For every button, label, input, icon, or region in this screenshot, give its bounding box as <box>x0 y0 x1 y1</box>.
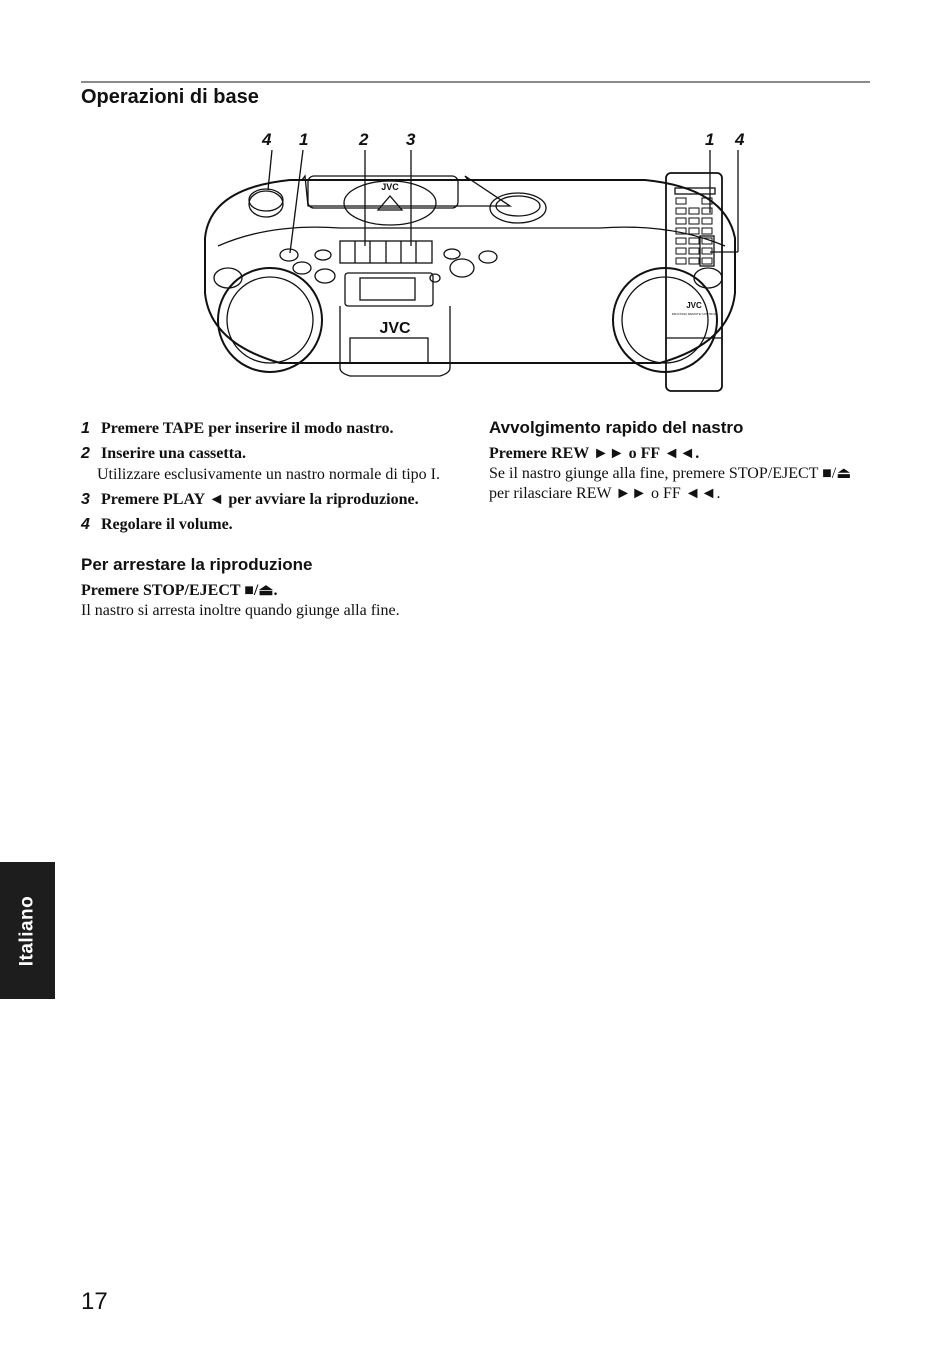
step-number: 2 <box>81 445 90 462</box>
language-tab <box>0 862 55 999</box>
step-text: Inserire una cassetta. <box>101 445 247 462</box>
fast-wind-section <box>489 418 884 504</box>
page-number: 17 <box>81 1288 108 1315</box>
stop-instruction: Premere STOP/EJECT ■/⏏. <box>81 582 278 599</box>
stop-note: Il nastro si arresta inoltre quando giunge alla fine. <box>81 602 400 619</box>
header-rule <box>81 81 870 83</box>
callout-remote-volume: 4 <box>735 130 745 149</box>
boombox-top-logo: JVC <box>381 182 399 192</box>
boombox-front-logo: JVC <box>379 320 411 337</box>
language-tab-label: Italiano <box>16 895 38 966</box>
step-item <box>81 489 481 510</box>
callout-cassette: 2 <box>359 130 369 149</box>
step-item <box>81 514 481 535</box>
remote-logo: JVC <box>686 301 702 310</box>
boombox-and-remote-illustration <box>190 128 760 398</box>
callout-play: 3 <box>406 130 416 149</box>
rewind-note-line1: Se il nastro giunge alla fine, premere STOP/EJECT ■/⏏ <box>489 465 852 482</box>
step-number: 3 <box>81 491 90 508</box>
stop-playback-section <box>81 555 501 621</box>
step-text: Regolare il volume. <box>101 516 233 533</box>
step-item <box>81 418 481 439</box>
rewind-instruction: Premere REW ►► o FF ◄◄. <box>489 445 700 462</box>
step-text: Premere TAPE per inserire il modo nastro. <box>101 420 394 437</box>
callout-remote-tape: 1 <box>705 130 715 149</box>
rewind-heading: Avvolgimento rapido del nastro <box>489 418 744 437</box>
steps-list <box>81 418 481 539</box>
remote-label: RM-RXD10 REMOTE CONTROL <box>671 312 717 316</box>
step-subtext: Utilizzare esclusivamente un nastro normale di tipo I. <box>97 466 440 483</box>
step-number: 1 <box>81 420 90 437</box>
rewind-note-line2: per rilasciare REW ►► o FF ◄◄. <box>489 485 721 502</box>
step-text: Premere PLAY ◄ per avviare la riproduzione. <box>101 491 419 508</box>
callout-tape: 1 <box>299 130 309 149</box>
step-item <box>81 443 481 485</box>
stop-heading: Per arrestare la riproduzione <box>81 555 313 574</box>
page-title: Operazioni di base <box>81 86 259 108</box>
callout-volume: 4 <box>262 130 272 149</box>
step-number: 4 <box>81 516 90 533</box>
